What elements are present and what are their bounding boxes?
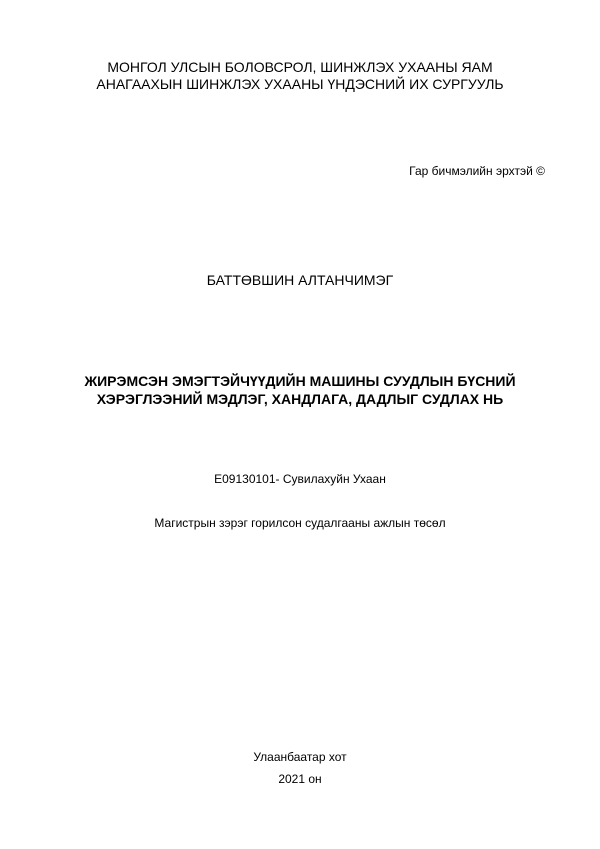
author-name: БАТТӨВШИН АЛТАНЧИМЭГ [206, 272, 394, 288]
city: Улаанбаатар хот [253, 750, 347, 764]
institution-ministry: МОНГОЛ УЛСЫН БОЛОВСРОЛ, ШИНЖЛЭХ УХААНЫ ЯАМ [107, 59, 493, 75]
copyright-note: Гар бичмэлийн эрхтэй © [409, 164, 545, 178]
thesis-title [0, 372, 600, 408]
thesis-title-line-1: ЖИРЭМСЭН ЭМЭГТЭЙЧҮҮДИЙН МАШИНЫ СУУДЛЫН БҮСНИЙ [84, 373, 516, 389]
program-code: E09130101- Сувилахуйн Ухаан [214, 472, 386, 486]
institution-header [0, 59, 600, 93]
thesis-title-line-2: ХЭРЭГЛЭЭНИЙ МЭДЛЭГ, ХАНДЛАГА, ДАДЛЫГ СУДЛАХ НЬ [96, 391, 504, 407]
degree-description: Магистрын зэрэг горилсон судалгааны ажлын төсөл [154, 516, 446, 530]
institution-university: АНАГААХЫН ШИНЖЛЭХ УХААНЫ ҮНДЭСНИЙ ИХ СУРГУУЛЬ [96, 76, 504, 92]
year: 2021 он [278, 772, 322, 786]
